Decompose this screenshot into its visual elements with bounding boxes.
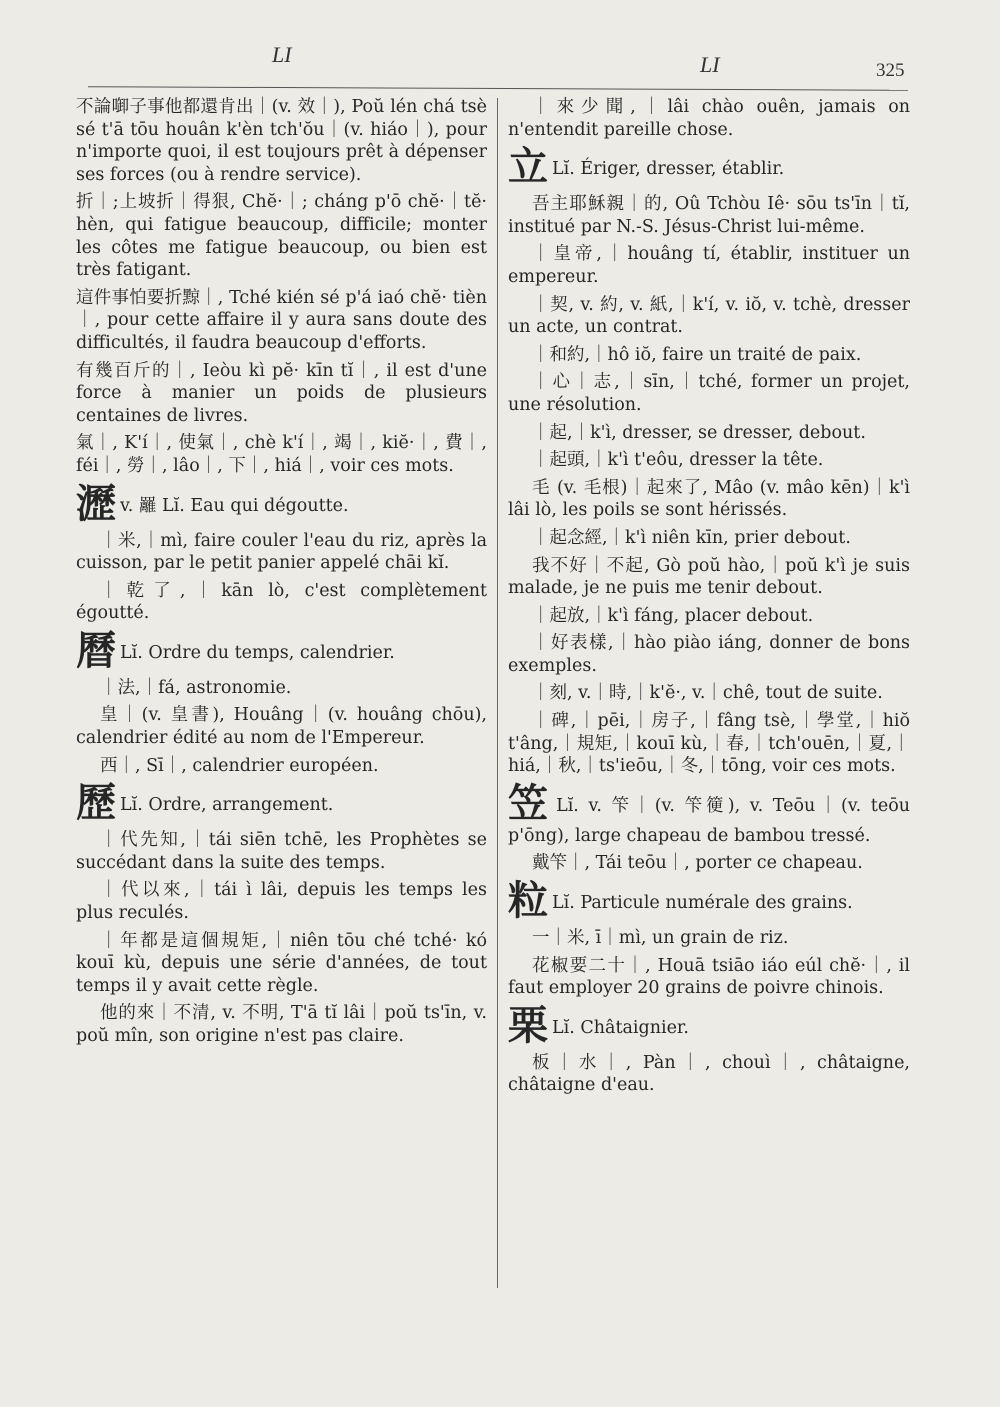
entry-text: 我不好｜不起, Gò poŭ hào,｜poŭ k'ì je suis malade, je ne puis me tenir debout. [508,555,910,599]
headword-character: 立 [508,143,548,191]
entry-text: Lĭ. Ordre, arrangement. [120,795,334,816]
headword-character: 粒 [508,877,548,925]
dictionary-entry [76,287,487,355]
dictionary-entry [76,96,487,186]
entry-text: ｜起頭,｜k'ì t'eôu, dresser la tête. [532,450,824,471]
entry-text: ｜米,｜mì, faire couler l'eau du riz, après la cuisson, par le petit panier appelé chāi kĭ. [76,530,487,574]
dictionary-entry [508,422,910,445]
dictionary-entry [508,927,910,950]
dictionary-entry [76,432,487,477]
entry-text: ｜來少聞,｜lâi chào ouên, jamais on n'entendit pareille chose. [508,97,910,140]
left-column [76,96,487,1053]
dictionary-entry [508,527,910,550]
dictionary-entry [508,710,910,778]
headword-character: 笠 [508,779,553,827]
headword-entry [508,877,910,925]
running-head-left: LI [272,42,292,67]
entry-text: v. 䍦 Lĭ. Eau qui dégoutte. [120,495,349,516]
dictionary-entry [76,704,487,749]
entry-text: 皇｜(v. 皇書), Houâng｜(v. houâng chōu), calendrier édité au nom de l'Empereur. [76,705,487,749]
entry-text: 不論啣子事他都還肯出｜(v. 效｜), Poŭ lén chá tsè sé t'ā tōu houân k'èn tch'ŏu｜(v. hiáo｜), pour n'importe quoi, il est toujours prêt à dépenser ses forces (ou à rendre service). [76,97,487,185]
page-number: 325 [876,60,905,81]
dictionary-entry [76,879,487,924]
entry-text: ｜和約,｜hô iŏ, faire un traité de paix. [532,344,862,365]
entry-text: ｜代以來,｜tái ì lâi, depuis les temps les plus reculés. [76,880,487,924]
dictionary-entry [508,477,910,522]
entry-text: Lĭ. v. 笇｜(v. 笇箯), v. Teōu｜(v. teōu p'ōng), large chapeau de bambou tressé. [508,795,910,846]
entry-text: 他的來｜不清, v. 不明, T'ā tĭ lâi｜poŭ ts'īn, v. poŭ mîn, son origine n'est pas claire. [76,1003,487,1046]
dictionary-entry [76,829,487,874]
entry-text: 戴笇｜, Tái teōu｜, porter ce chapeau. [532,853,863,874]
header-rule [88,86,908,91]
right-column [508,96,910,1102]
entry-text: 西｜, Sī｜, calendrier européen. [100,755,379,776]
entry-text: Lĭ. Ériger, dresser, établir. [552,159,785,180]
entry-text: 花椒要二十｜, Houā tsiāo iáo eúl chĕ·｜, il faut employer 20 grains de poivre chinois. [508,955,910,999]
entry-text: ｜皇帝,｜houâng tí, établir, instituer un empereur. [508,244,910,287]
dictionary-entry [508,632,910,677]
headword-entry [76,626,487,674]
entry-text: Lĭ. Particule numérale des grains. [552,893,853,914]
entry-text: ｜乾了,｜kān lò, c'est complètement égoutté. [76,580,487,624]
dictionary-entry [76,360,487,428]
dictionary-entry [508,96,910,141]
headword-entry [508,779,910,848]
entry-text: 板｜水｜, Pàn｜, chouì｜, châtaigne, châtaigne d'eau. [508,1052,910,1096]
headword-entry [76,479,487,527]
dictionary-entry [508,605,910,628]
entry-text: ｜起放,｜k'ì fáng, placer debout. [532,605,814,626]
entry-text: ｜好表樣,｜hào piào iáng, donner de bons exemples. [508,633,910,676]
entry-text: 有幾百斤的｜, Ieòu kì pĕ· kīn tĭ｜, il est d'une force à manier un poids de plusieurs centaines de livres. [76,360,487,426]
headword-entry [76,779,487,827]
entry-text: ｜起念經,｜k'ì niên kīn, prier debout. [532,527,851,548]
dictionary-entry [76,530,487,575]
entry-text: 氣｜, K'í｜, 使氣｜, chè k'í｜, 竭｜, kiĕ·｜, 費｜, féi｜, 勞｜, lâo｜, 下｜, hiá｜, voir ces mots. [76,433,487,476]
headword-entry [508,1001,910,1049]
entry-text: ｜起,｜k'ì, dresser, se dresser, debout. [532,422,866,443]
dictionary-entry [508,371,910,416]
entry-text: 這件事怕要折黥｜, Tché kién sé p'á iaó chĕ· tièn｜, pour cette affaire il y aura sans doute des difficultés, il faudra beaucoup d'efforts. [76,287,487,353]
dictionary-entry [508,955,910,1000]
dictionary-entry [508,555,910,600]
entry-text: Lĭ. Châtaignier. [552,1017,689,1038]
entry-text: 折｜;上坡折｜得狠, Chĕ·｜; cháng p'ō chĕ·｜tĕ· hèn, qui fatigue beaucoup, difficile; monter les côtes me fatigue beaucoup, ou bien est très fatigant. [76,192,487,281]
entry-text: ｜代先知,｜tái siēn tchē, les Prophètes se succédant dans la suite des temps. [76,830,487,873]
entry-text: 吾主耶穌親｜的, Oû Tchòu Iê· sōu ts'īn｜tĭ, institué par N.-S. Jésus-Christ lui-même. [508,194,910,237]
dictionary-entry [508,449,910,472]
dictionary-entry [508,294,910,339]
entry-text: ｜契, v. 約, v. 紙,｜k'í, v. iŏ, v. tchè, dresser un acte, un contrat. [508,294,910,338]
dictionary-entry [76,755,487,778]
running-head-right: LI [700,52,720,77]
entry-text: ｜碑,｜pēi,｜房子,｜fâng tsè,｜學堂,｜hiŏ t'âng,｜規矩,｜kouī kù,｜春,｜tch'ouēn,｜夏,｜hiá,｜秋,｜ts'ieōu,｜冬,｜tōng, voir ces mots. [508,711,910,777]
entry-text: Lĭ. Ordre du temps, calendrier. [120,642,395,663]
dictionary-entry [508,344,910,367]
dictionary-entry [508,1052,910,1097]
entry-text: ｜心｜志,｜sīn,｜tché, former un projet, une résolution. [508,372,910,415]
dictionary-entry [508,193,910,238]
headword-character: 栗 [508,1001,548,1049]
dictionary-entry [508,243,910,288]
entry-text: ｜法,｜fá, astronomie. [100,677,292,698]
headword-character: 瀝 [76,479,116,527]
dictionary-entry [76,677,487,700]
column-divider [497,98,498,1288]
dictionary-entry [508,852,910,875]
entry-text: 一｜米, ī｜mì, un grain de riz. [532,928,789,949]
entry-text: 毛 (v. 毛根)｜起來了, Mâo (v. mâo kēn)｜k'ì lâi lò, les poils se sont hérissés. [508,477,910,521]
headword-entry [508,143,910,191]
dictionary-entry [76,191,487,281]
entry-text: ｜年都是這個規矩,｜niên tōu ché tché· kó kouī kù, depuis une série d'années, de tout temps il y avait cette règle. [76,930,487,996]
dictionary-entry [76,930,487,998]
dictionary-entry [508,682,910,705]
headword-character: 歷 [76,779,116,827]
headword-character: 曆 [76,626,116,674]
dictionary-entry [76,1002,487,1047]
entry-text: ｜刻, v.｜時,｜k'ĕ·, v.｜chê, tout de suite. [532,683,883,704]
dictionary-entry [76,580,487,625]
